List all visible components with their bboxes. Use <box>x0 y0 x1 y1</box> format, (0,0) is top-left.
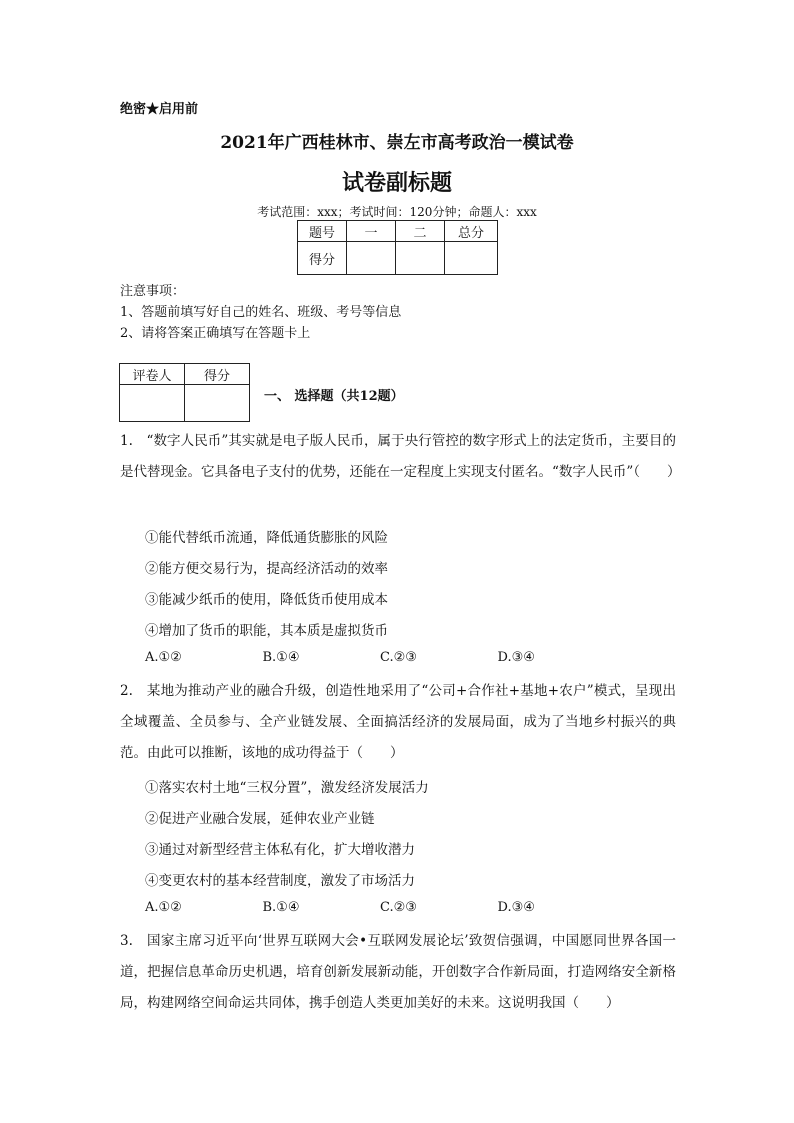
score-table <box>297 220 498 275</box>
question-stem: 1. “数字人民币”其实就是电子版人民币，属于央行管控的数字形式上的法定货币，主要目的是代替现金。它具备电子支付的优势，还能在一定程度上实现支付匿名。“数字人民币”（ ） <box>120 433 681 480</box>
score-table-header-cell: 题号 <box>298 221 347 242</box>
grader-table <box>119 363 250 422</box>
choice-b: B.①④ <box>262 650 300 665</box>
question-option: ①能代替纸币流通，降低通货膨胀的风险 <box>145 530 388 546</box>
grader-table-header-cell: 评卷人 <box>120 364 185 385</box>
score-table-blank-cell <box>347 242 396 275</box>
notes-item: 2、请将答案正确填写在答题卡上 <box>120 326 311 341</box>
notes-block <box>120 281 401 344</box>
notes-item: 1、答题前填写好自己的姓名、班级、考号等信息 <box>120 305 402 320</box>
choice-d: D.③④ <box>497 650 535 665</box>
exam-subtitle: 试卷副标题 <box>341 170 452 196</box>
choice-d: D.③④ <box>497 900 535 915</box>
question-option: ④变更农村的基本经营制度，激发了市场活力 <box>145 873 415 889</box>
notes-heading: 注意事项： <box>120 284 186 299</box>
question-option: ③能减少纸币的使用，降低货币使用成本 <box>145 592 388 608</box>
grader-table-header-cell: 得分 <box>185 364 250 385</box>
choice-a: A.①② <box>145 900 182 915</box>
exam-title: 2021年广西桂林市、崇左市高考政治一模试卷 <box>220 133 574 153</box>
score-table-label-cell: 得分 <box>298 242 347 275</box>
exam-info: 考试范围：xxx；考试时间：120分钟；命题人：xxx <box>257 205 537 219</box>
score-table-blank-cell <box>445 242 498 275</box>
choice-c: C.②③ <box>380 900 417 915</box>
choice-b: B.①④ <box>262 900 300 915</box>
choice-a: A.①② <box>145 650 182 665</box>
score-table-blank-cell <box>396 242 445 275</box>
section-title: 一、 选择题（共12题） <box>264 389 404 404</box>
score-table-header-cell: 总分 <box>445 221 498 242</box>
choice-c: C.②③ <box>380 650 417 665</box>
confidential-mark: 绝密★启用前 <box>120 102 199 117</box>
question-option: ①落实农村土地“三权分置”，激发经济发展活力 <box>145 780 429 796</box>
question-option: ②促进产业融合发展，延伸农业产业链 <box>145 811 375 827</box>
answer-choices <box>145 900 615 915</box>
answer-choices <box>145 650 615 665</box>
question-option: ④增加了货币的职能，其本质是虚拟货币 <box>145 623 388 639</box>
grader-table-blank-cell <box>185 385 250 422</box>
question-stem: 3. 国家主席习近平向‘世界互联网大会•互联网发展论坛’致贺信强调，中国愿同世界各国一道，把握信息革命历史机遇，培育创新发展新动能，开创数字合作新局面，打造网络安全新格局，构建网络空间命运共同体，携手创造人类更加美好的未来。这说明我国（ ） <box>120 933 676 1011</box>
question-option: ③通过对新型经营主体私有化，扩大增收潜力 <box>145 842 415 858</box>
question-option: ②能方便交易行为，提高经济活动的效率 <box>145 561 388 577</box>
score-table-header-cell: 二 <box>396 221 445 242</box>
score-table-header-cell: 一 <box>347 221 396 242</box>
question-stem: 2. 某地为推动产业的融合升级，创造性地采用了“公司+合作社+基地+农户”模式，呈现出全域覆盖、全员参与、全产业链发展、全面搞活经济的发展局面，成为了当地乡村振兴的典范。由此可以推断，该地的成功得益于（ ） <box>120 683 676 761</box>
grader-table-blank-cell <box>120 385 185 422</box>
